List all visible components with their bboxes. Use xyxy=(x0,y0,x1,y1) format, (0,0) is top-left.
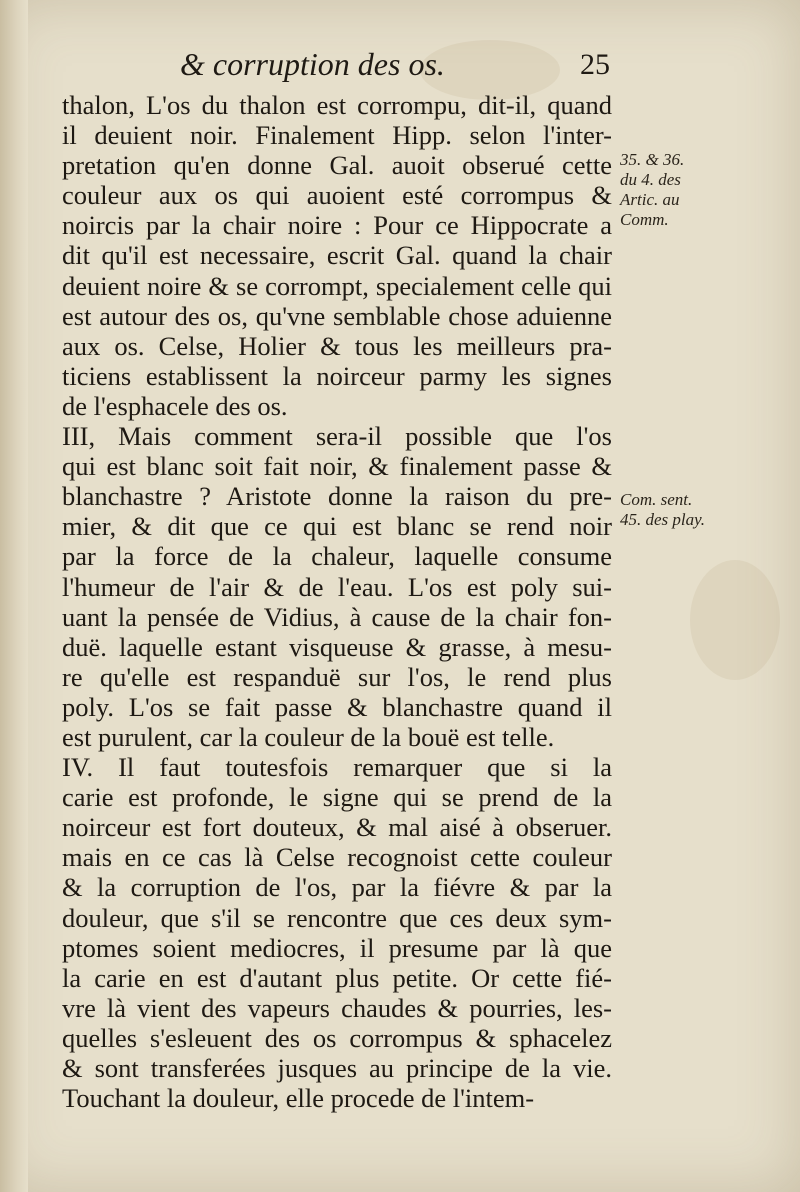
text-line: IV. Il faut toutesfois remarquer que si la xyxy=(62,752,612,783)
text-line: vre là vient des vapeurs chaudes & pourries, les- xyxy=(62,992,612,1023)
text-line: blanchastre ? Aristote donne la raison du pre- xyxy=(62,481,612,512)
text-line: qui est blanc soit fait noir, & finalement passe & xyxy=(62,451,612,482)
text-line: & sont transferées jusques au principe de la vie. xyxy=(62,1053,612,1083)
text-line: aux os. Celse, Holier & tous les meilleurs pra- xyxy=(62,330,612,361)
margin-note-line: du 4. des xyxy=(620,170,681,189)
text-line: dit qu'il est necessaire, escrit Gal. quand la chair xyxy=(62,240,612,271)
text-line: & la corruption de l'os, par la fiévre & par la xyxy=(62,872,612,903)
text-line: pretation qu'en donne Gal. auoit obserué cette xyxy=(62,150,612,181)
text-line: la carie en est d'autant plus petite. Or cette fié- xyxy=(62,962,612,993)
text-line: ticiens establissent la noirceur parmy les signes xyxy=(62,360,612,391)
body-text xyxy=(62,90,612,1113)
text-line: est autour des os, qu'vne semblable chose aduienne xyxy=(62,300,612,331)
margin-note-line: Comm. xyxy=(620,210,669,229)
text-line: uant la pensée de Vidius, à cause de la chair fon- xyxy=(62,601,612,632)
text-line: III, Mais comment sera-il possible que l'os xyxy=(62,421,612,452)
text-line: quelles s'esleuent des os corrompus & sphacelez xyxy=(62,1022,612,1053)
text-line: il deuient noir. Finalement Hipp. selon l'inter- xyxy=(62,120,612,151)
margin-note-line: Com. sent. xyxy=(620,490,693,509)
text-line: de l'esphacele des os. xyxy=(62,390,288,421)
running-head: & corruption des os. xyxy=(180,46,445,82)
margin-note-wounds-ref xyxy=(620,490,740,530)
text-line: re qu'elle est respanduë sur l'os, le rend plus xyxy=(62,661,612,692)
paper-stain xyxy=(690,560,780,680)
text-line: noirceur est fort douteux, & mal aisé à obseruer. xyxy=(62,812,612,843)
text-line: noircis par la chair noire : Pour ce Hippocrate a xyxy=(62,210,612,241)
text-line: l'humeur de l'air & de l'eau. L'os est poly sui- xyxy=(62,571,612,602)
text-line: couleur aux os qui auoient esté corrompus & xyxy=(62,180,612,211)
text-line: poly. L'os se fait passe & blanchastre quand il xyxy=(62,691,612,722)
page-number: 25 xyxy=(580,48,610,81)
margin-note-line: 45. des play. xyxy=(620,510,705,529)
text-line: par la force de la chaleur, laquelle consume xyxy=(62,541,612,572)
text-line: thalon, L'os du thalon est corrompu, dit-il, quand xyxy=(62,90,612,120)
page-gutter-edge xyxy=(0,0,28,1192)
text-line: deuient noire & se corrompt, specialement celle qui xyxy=(62,270,612,301)
text-line: mais en ce cas là Celse recognoist cette couleur xyxy=(62,842,612,873)
margin-note-commentary-ref xyxy=(620,150,740,230)
text-line: mier, & dit que ce qui est blanc se rend noir xyxy=(62,511,612,542)
margin-note-line: 35. & 36. xyxy=(620,150,685,169)
text-line: douleur, que s'il se rencontre que ces deux sym- xyxy=(62,902,612,933)
text-line: Touchant la douleur, elle procede de l'intem- xyxy=(62,1083,535,1114)
text-line: duë. laquelle estant visqueuse & grasse, à mesu- xyxy=(62,631,612,662)
page-header xyxy=(150,46,610,90)
margin-note-line: Artic. au xyxy=(620,190,680,209)
text-line: ptomes soient mediocres, il presume par là que xyxy=(62,932,612,963)
text-line: est purulent, car la couleur de la bouë est telle. xyxy=(62,721,555,752)
text-line: carie est profonde, le signe qui se prend de la xyxy=(62,782,612,813)
